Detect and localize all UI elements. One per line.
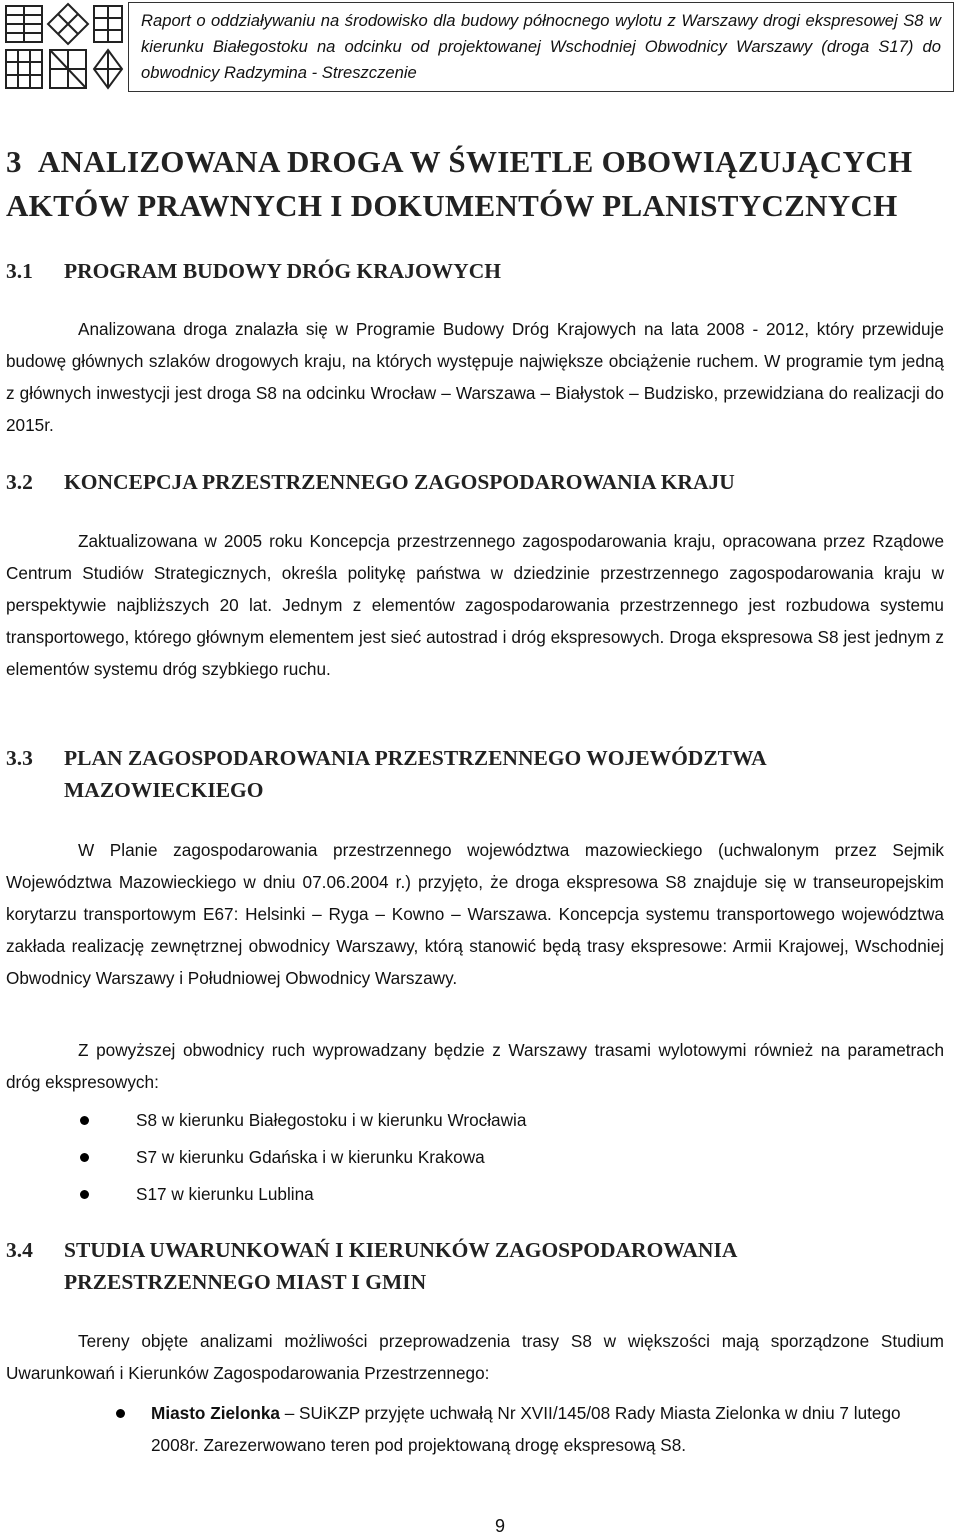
list-item-text: S17 w kierunku Lublina: [136, 1184, 314, 1204]
bullet-icon: [80, 1116, 89, 1125]
list-item: [0, 1139, 940, 1176]
document-header: [128, 2, 954, 92]
list-item: [0, 1397, 940, 1461]
bullet-icon: [116, 1409, 125, 1418]
paragraph-text: Z powyższej obwodnicy ruch wyprowadzany będzie z Warszawy trasami wylotowymi również na parametrach dróg ekspresowych:: [6, 1040, 944, 1092]
section-number: 3.2: [6, 470, 33, 494]
section-number: 3.4: [6, 1238, 33, 1262]
paragraph-3-1: [6, 313, 944, 441]
paragraph-3-2: [6, 525, 944, 685]
chapter-number: 3: [6, 144, 22, 179]
paragraph-3-3-a: [6, 834, 944, 994]
section-heading-3-3: [6, 742, 946, 806]
paragraph-text: W Planie zagospodarowania przestrzennego województwa mazowieckiego (uchwalonym przez Sejmik Województwa Mazowieckiego w dniu 07.06.2004 r.) przyjęto, że droga ekspresowa S8 znajduje się w transeuropejskim korytarzu transportowym E67: Helsinki – Ryga – Kowno – Warszawa. Koncepcja systemu transportowego województwa zakłada realizację zewnętrznej obwodnicy Warszawy, którą stanowić będą trasy ekspresowe: Armii Krajowej, Wschodniej Obwodnicy Warszawy i Południowej Obwodnicy Warszawy.: [6, 840, 944, 988]
section-title: PLAN ZAGOSPODAROWANIA PRZESTRZENNEGO WOJEWÓDZTWA MAZOWIECKIEGO: [64, 746, 766, 802]
road-list: [0, 1102, 940, 1213]
paragraph-3-4: [6, 1325, 944, 1389]
paragraph-text: Analizowana droga znalazła się w Programie Budowy Dróg Krajowych na lata 2008 - 2012, który przewiduje budowę głównych szlaków drogowych kraju, na których występuje największe obciążenie ruchem. W programie tym jedną z głównych inwestycji jest droga S8 na odcinku Wrocław – Warszawa – Białystok – Budzisko, przewidziana do realizacji do 2015r.: [6, 319, 944, 435]
paragraph-text: Zaktualizowana w 2005 roku Koncepcja przestrzennego zagospodarowania kraju, opracowana przez Rządowe Centrum Studiów Strategicznych, określa politykę państwa w dziedzinie przestrzennego zagospodarowania kraju w perspektywie najbliższych 20 lat. Jednym z elementów zagospodarowania przestrzennego jest rozbudowa systemu transportowego, którego głównym elementem jest sieć autostrad i dróg ekspresowych. Droga ekspresowa S8 jest jednym z elementów systemu dróg szybkiego ruchu.: [6, 531, 944, 679]
chapter-title: ANALIZOWANA DROGA W ŚWIETLE OBOWIĄZUJĄCYCH AKTÓW PRAWNYCH I DOKUMENTÓW PLANISTYCZNYCH: [6, 144, 913, 223]
section-title: KONCEPCJA PRZESTRZENNEGO ZAGOSPODAROWANIA KRAJU: [64, 470, 735, 494]
section-heading-3-1: [6, 255, 946, 287]
section-heading-3-4: [6, 1234, 946, 1298]
list-item: [0, 1176, 940, 1213]
section-number: 3.1: [6, 259, 33, 283]
section-title: PROGRAM BUDOWY DRÓG KRAJOWYCH: [64, 259, 501, 283]
section-heading-3-2: [6, 466, 946, 498]
list-item-text: S7 w kierunku Gdańska i w kierunku Krakowa: [136, 1147, 485, 1167]
chapter-heading: [6, 140, 946, 228]
company-logo: [2, 2, 126, 92]
header-text: Raport o oddziaływaniu na środowisko dla budowy północnego wylotu z Warszawy drogi ekspresowej S8 w kierunku Białegostoku na odcinku od projektowanej Wschodniej Obwodnicy Warszawy (droga S17) do obwodnicy Radzymina - Streszczenie: [141, 11, 941, 82]
municipality-name: Miasto Zielonka: [151, 1403, 280, 1423]
paragraph-text: Tereny objęte analizami możliwości przeprowadzenia trasy S8 w większości mają sporządzone Studium Uwarunkowań i Kierunków Zagospodarowania Przestrzennego:: [6, 1331, 944, 1383]
list-item-text: – SUiKZP przyjęte uchwałą Nr XVII/145/08 Rady Miasta Zielonka w dniu 7 lutego 2008r. Zarezerwowano teren pod projektowaną drogę ekspresową S8.: [151, 1403, 901, 1455]
list-item-text: S8 w kierunku Białegostoku i w kierunku Wrocławia: [136, 1110, 527, 1130]
bullet-icon: [80, 1153, 89, 1162]
section-number: 3.3: [6, 746, 33, 770]
list-item: [0, 1102, 940, 1139]
bullet-icon: [80, 1190, 89, 1199]
section-title: STUDIA UWARUNKOWAŃ I KIERUNKÓW ZAGOSPODAROWANIA PRZESTRZENNEGO MIAST I GMIN: [64, 1238, 737, 1294]
paragraph-3-3-b: [6, 1034, 944, 1098]
page-number: 9: [494, 1516, 505, 1536]
municipality-list: [0, 1397, 940, 1461]
